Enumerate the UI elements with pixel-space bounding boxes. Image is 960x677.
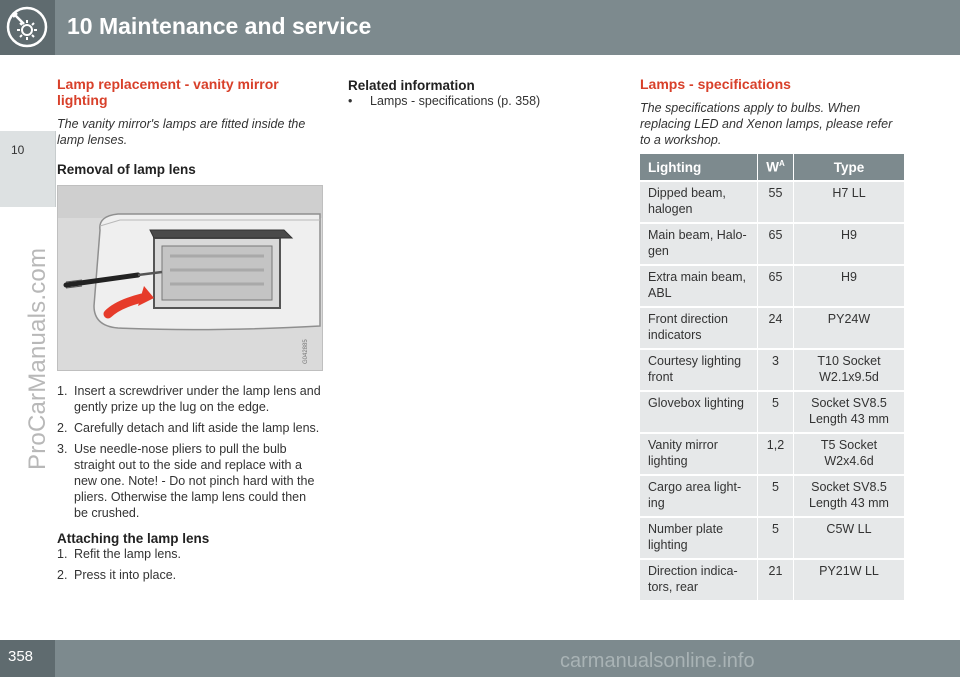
lamp-replacement-section bbox=[57, 76, 323, 588]
cell-watt: 21 bbox=[758, 558, 794, 600]
column-header-lighting: Lighting bbox=[640, 154, 758, 180]
lamp-specifications-table bbox=[640, 154, 904, 600]
table-row bbox=[640, 474, 904, 516]
cell-type: H7 LL bbox=[794, 180, 904, 222]
related-heading: Related information bbox=[348, 78, 475, 93]
cell-watt: 3 bbox=[758, 348, 794, 390]
cell-type: T5 Socket W2x4.6d bbox=[794, 432, 904, 474]
list-item: 1. Insert a screwdriver under the lamp lens and gently prize up the lug on the edge. bbox=[57, 384, 321, 414]
cell-type: H9 bbox=[794, 264, 904, 306]
cell-lighting: Dipped beam, halogen bbox=[640, 180, 758, 222]
cell-type: C5W LL bbox=[794, 516, 904, 558]
lamps-specifications-section bbox=[640, 76, 906, 148]
list-item: 2. Carefully detach and lift aside the lamp lens. bbox=[57, 421, 320, 435]
table-row bbox=[640, 390, 904, 432]
table-row bbox=[640, 558, 904, 600]
cell-watt: 65 bbox=[758, 264, 794, 306]
bullet-icon: • bbox=[348, 94, 353, 108]
table-row bbox=[640, 432, 904, 474]
list-item: 1. Refit the lamp lens. bbox=[57, 547, 181, 561]
cell-lighting: Cargo area light-ing bbox=[640, 474, 758, 516]
cell-type: Socket SV8.5 Length 43 mm bbox=[794, 390, 904, 432]
footer-bar bbox=[0, 640, 960, 677]
column-header-type: Type bbox=[794, 154, 904, 180]
wrench-gear-icon bbox=[0, 0, 55, 55]
related-information bbox=[348, 78, 598, 109]
cell-lighting: Main beam, Halo-gen bbox=[640, 222, 758, 264]
maintenance-icon bbox=[0, 0, 55, 55]
attaching-heading: Attaching the lamp lens bbox=[57, 531, 210, 546]
cell-watt: 1,2 bbox=[758, 432, 794, 474]
attaching-steps bbox=[57, 546, 323, 583]
cell-watt: 24 bbox=[758, 306, 794, 348]
section-title: Lamps - specifications bbox=[640, 76, 791, 92]
cell-lighting: Courtesy lighting front bbox=[640, 348, 758, 390]
section-intro: The specifications apply to bulbs. When replacing LED and Xenon lamps, please refer to a workshop. bbox=[640, 101, 893, 147]
page-number: 358 bbox=[8, 648, 34, 665]
related-link[interactable]: Lamps - specifications (p. 358) bbox=[370, 94, 541, 108]
table-row bbox=[640, 516, 904, 558]
removal-steps bbox=[57, 383, 323, 521]
cell-type: H9 bbox=[794, 222, 904, 264]
cell-lighting: Front direction indicators bbox=[640, 306, 758, 348]
cell-watt: 5 bbox=[758, 474, 794, 516]
cell-watt: 65 bbox=[758, 222, 794, 264]
table-header-row bbox=[640, 154, 904, 180]
cell-lighting: Vanity mirror lighting bbox=[640, 432, 758, 474]
page-title: 10 Maintenance and service bbox=[67, 13, 372, 39]
column-header-watt: $W^A$ bbox=[758, 154, 794, 180]
cell-lighting: Number plate lighting bbox=[640, 516, 758, 558]
list-item: 2. Press it into place. bbox=[57, 568, 177, 582]
figure-code: G042885 bbox=[303, 339, 309, 364]
related-link-item[interactable] bbox=[348, 93, 598, 109]
cell-type: T10 Socket W2.1x9.5d bbox=[794, 348, 904, 390]
cell-lighting: Glovebox lighting bbox=[640, 390, 758, 432]
chapter-tab-number: 10 bbox=[11, 143, 25, 157]
section-title: Lamp replacement - vanity mirror lighting bbox=[57, 76, 279, 108]
side-watermark: ProCarManuals.com bbox=[24, 247, 51, 470]
bottom-watermark: carmanualsonline.info bbox=[560, 650, 755, 672]
cell-type: Socket SV8.5 Length 43 mm bbox=[794, 474, 904, 516]
cell-watt: 5 bbox=[758, 516, 794, 558]
cell-watt: 5 bbox=[758, 390, 794, 432]
cell-lighting: Extra main beam, ABL bbox=[640, 264, 758, 306]
table-row bbox=[640, 180, 904, 222]
section-intro: The vanity mirror's lamps are fitted inside the lamp lenses. bbox=[57, 117, 306, 147]
cell-type: PY21W LL bbox=[794, 558, 904, 600]
table-row bbox=[640, 348, 904, 390]
cell-watt: 55 bbox=[758, 180, 794, 222]
table-row bbox=[640, 306, 904, 348]
table-row bbox=[640, 264, 904, 306]
chapter-tab[interactable] bbox=[0, 131, 56, 207]
table-row bbox=[640, 222, 904, 264]
lamp-lens-figure bbox=[57, 185, 323, 371]
cell-type: PY24W bbox=[794, 306, 904, 348]
cell-lighting: Direction indica-tors, rear bbox=[640, 558, 758, 600]
removal-heading: Removal of lamp lens bbox=[57, 162, 196, 177]
vanity-mirror-illustration bbox=[58, 186, 322, 370]
list-item: 3. Use needle-nose pliers to pull the bulb straight out to the side and replace with a new one. Note! - Do not pinch hard with the pliers. Otherwise the lamp lens could then be crushed. bbox=[57, 442, 315, 520]
